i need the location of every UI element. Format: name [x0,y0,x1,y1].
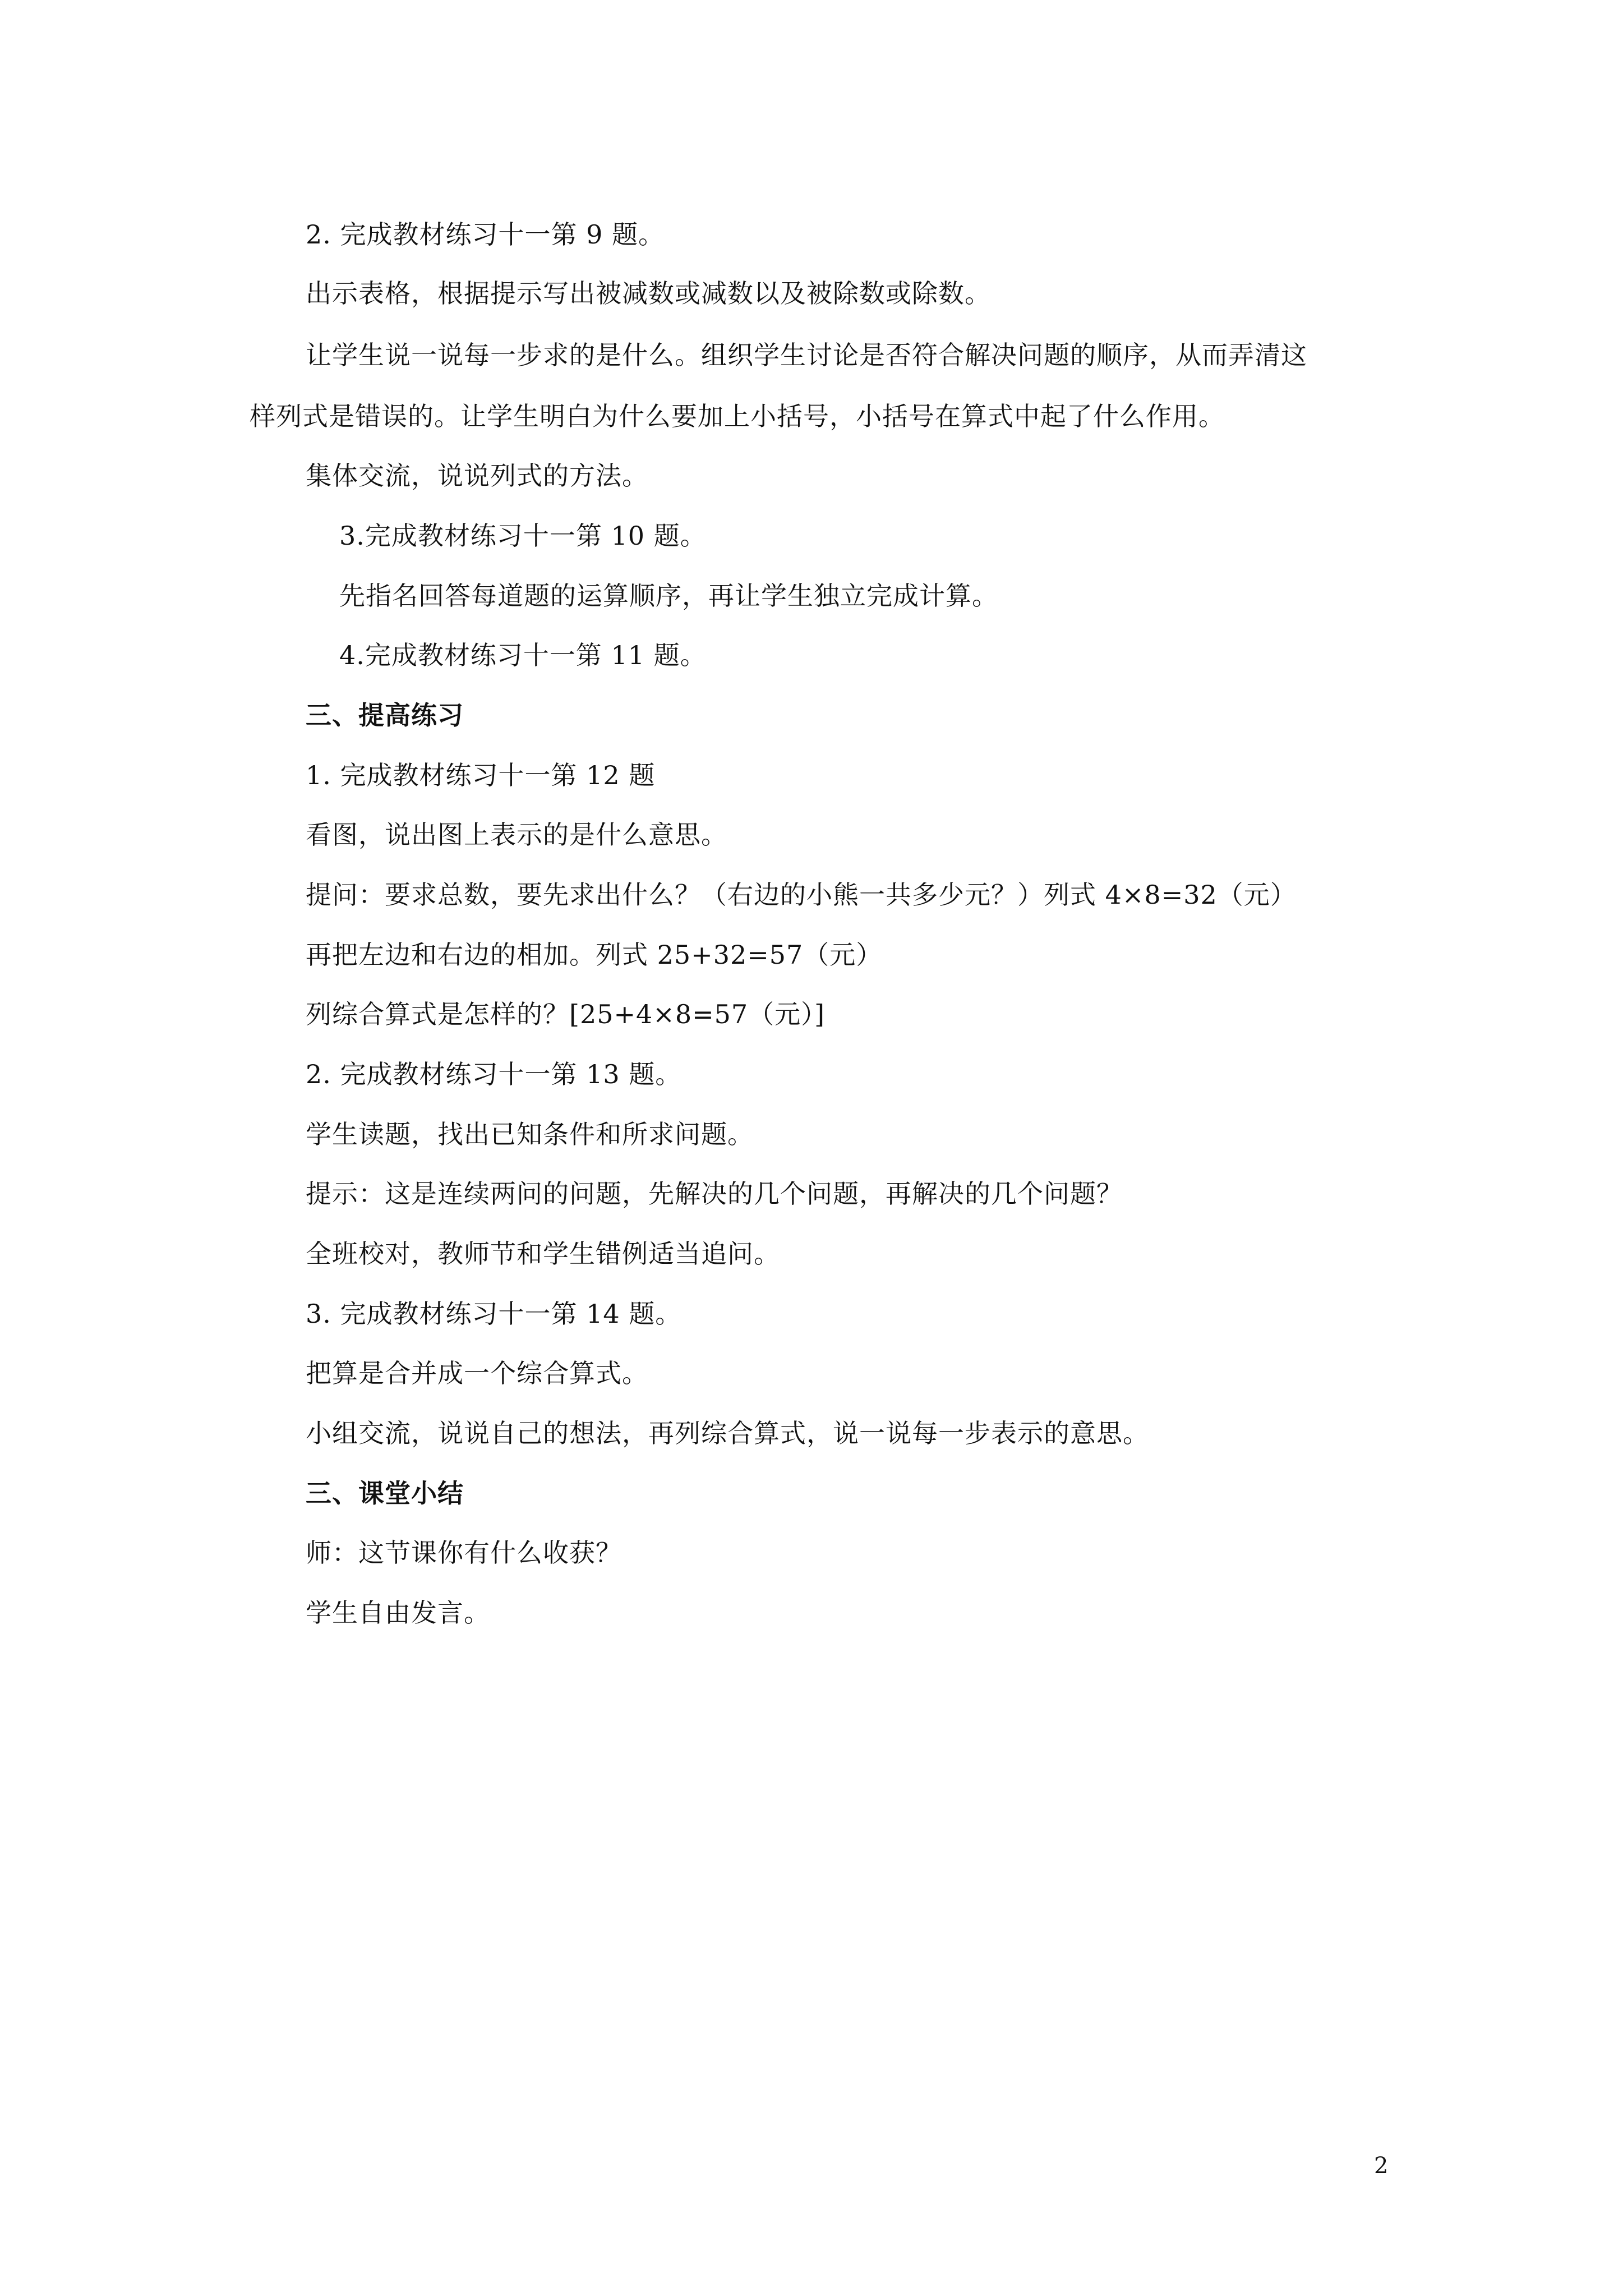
paragraph: 样列式是错误的。让学生明白为什么要加上小括号，小括号在算式中起了什么作用。 [250,401,1225,431]
paragraph: 出示表格，根据提示写出被减数或减数以及被除数或除数。 [306,278,991,309]
page-number: 2 [1374,2153,1389,2179]
paragraph: 提问：要求总数，要先求出什么？（右边的小熊一共多少元？）列式 4×8=32（元） [306,880,1297,910]
paragraph: 学生自由发言。 [306,1598,490,1628]
paragraph: 先指名回答每道题的运算顺序，再让学生独立完成计算。 [339,581,998,611]
paragraph: 让学生说一说每一步求的是什么。组织学生讨论是否符合解决问题的顺序，从而弄清这 [306,340,1307,370]
section-heading: 三、课堂小结 [306,1478,464,1508]
paragraph: 学生读题，找出已知条件和所求问题。 [306,1119,754,1149]
paragraph: 集体交流，说说列式的方法。 [306,461,648,491]
paragraph: 师：这节课你有什么收获？ [306,1538,622,1568]
paragraph: 4.完成教材练习十一第 11 题。 [339,640,707,670]
paragraph: 提示：这是连续两问的问题，先解决的几个问题，再解决的几个问题？ [306,1179,1123,1209]
paragraph: 3.完成教材练习十一第 10 题。 [339,521,707,551]
paragraph: 3. 完成教材练习十一第 14 题。 [306,1299,682,1329]
paragraph: 看图，说出图上表示的是什么意思。 [306,820,727,850]
paragraph: 2. 完成教材练习十一第 13 题。 [306,1059,682,1089]
section-heading: 三、提高练习 [306,700,464,730]
paragraph: 再把左边和右边的相加。列式 25+32=57（元） [306,940,883,970]
paragraph: 小组交流，说说自己的想法，再列综合算式，说一说每一步表示的意思。 [306,1418,1149,1448]
paragraph: 全班校对，教师节和学生错例适当追问。 [306,1239,780,1269]
paragraph: 1. 完成教材练习十一第 12 题 [306,760,656,790]
paragraph: 把算是合并成一个综合算式。 [306,1358,648,1388]
paragraph: 列综合算式是怎样的？[25+4×8=57（元）] [306,999,826,1029]
paragraph: 2. 完成教材练习十一第 9 题。 [306,219,665,250]
